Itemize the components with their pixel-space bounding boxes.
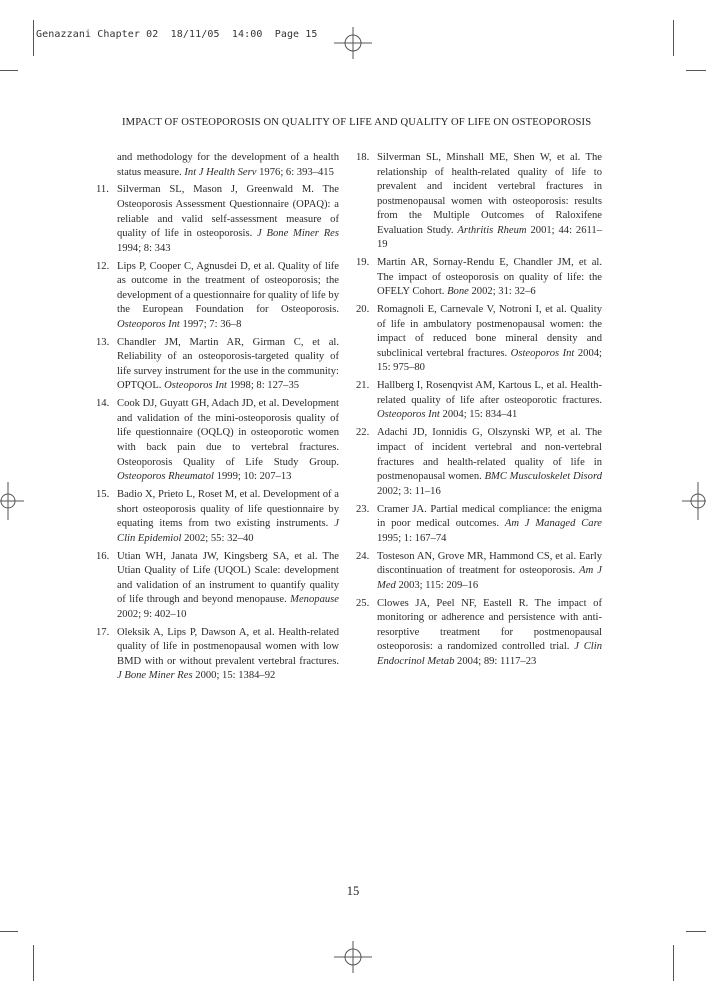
reference-item xyxy=(356,597,602,670)
reference-citation: 2002; 3: 11–16 xyxy=(377,485,441,497)
registration-mark-right xyxy=(682,482,706,520)
reference-number: 23. xyxy=(356,503,370,515)
reference-item xyxy=(356,256,602,300)
reference-number: 20. xyxy=(356,304,370,316)
reference-citation: 1999; 10: 207–13 xyxy=(216,471,292,483)
reference-text: Cramer JA. Partial medical compliance: the enigma in poor medical outcomes. xyxy=(377,503,602,530)
reference-number: 22. xyxy=(356,427,370,439)
reference-item xyxy=(96,336,339,394)
reference-item xyxy=(356,151,602,253)
reference-item xyxy=(356,503,602,547)
reference-journal: BMC Musculoskelet Disord xyxy=(484,471,603,483)
reference-item xyxy=(96,550,339,623)
reference-citation: 1997; 7: 36–8 xyxy=(182,318,242,330)
reference-text: Utian WH, Janata JW, Kingsberg SA, et al. The Utian Quality of Life (UQOL) Scale: development and validation of an instrument to quantify quality of life through and beyond menopause. xyxy=(117,550,339,606)
reference-text: and methodology for the development of a health status measure. xyxy=(117,152,339,178)
registration-mark-top xyxy=(334,27,372,59)
reference-citation: 2004; 15: 834–41 xyxy=(442,409,518,421)
reference-journal: Am J Managed Care xyxy=(504,518,603,530)
reference-number: 14. xyxy=(96,398,110,410)
reference-citation: 2002; 31: 32–6 xyxy=(471,286,536,298)
reference-item xyxy=(356,379,602,423)
reference-column-right xyxy=(356,151,602,673)
reference-item xyxy=(356,550,602,594)
reference-text: Clowes JA, Peel NF, Eastell R. The impact of monitoring or adherence and persistence with anti-resorptive treatment for postmenopausal osteoporosis: a randomized controlled trial. xyxy=(377,597,602,653)
registration-mark-bottom xyxy=(334,941,372,973)
reference-item xyxy=(96,183,339,256)
reference-text: Tosteson AN, Grove MR, Hammond CS, et al. Early discontinuation of treatment for osteoporosis. xyxy=(377,550,602,577)
reference-citation: 2001; 44: 2611–19 xyxy=(377,224,602,251)
reference-journal: Bone xyxy=(447,286,469,298)
reference-text: Martin AR, Sornay-Rendu E, Chandler JM, et al. The impact of osteoporosis on quality of life: the OFELY Cohort. xyxy=(377,257,602,298)
reference-journal: Osteoporos Int xyxy=(117,318,180,330)
reference-text: Adachi JD, Ionnidis G, Olszynski WP, et al. The impact of incident vertebral and non-vertebral fractures and health-related quality of life in postmenopausal women. xyxy=(377,427,602,483)
reference-citation: 1994; 8: 343 xyxy=(117,242,171,254)
reference-journal: Osteoporos Int xyxy=(164,380,227,392)
reference-journal: Menopause xyxy=(290,594,339,606)
reference-text: Romagnoli E, Carnevale V, Notroni I, et al. Quality of life in ambulatory postmenopausal women: the impact of reduced bone mineral density and subclinical vertebral fractures. xyxy=(377,304,602,359)
reference-item xyxy=(96,397,339,484)
reference-citation: 1995; 1: 167–74 xyxy=(377,532,447,544)
reference-journal: Arthritis Rheum xyxy=(457,224,527,236)
reference-citation: 2004; 15: 975–80 xyxy=(377,347,602,374)
reference-item xyxy=(356,303,602,376)
reference-journal: J Bone Miner Res xyxy=(257,228,339,240)
reference-number: 21. xyxy=(356,380,370,392)
reference-text: Cook DJ, Guyatt GH, Adach JD, et al. Development and validation of the mini-osteoporosis quality of life questionnaire (OQLQ) in osteoporotic women with back pain due to vertebral fractures. Osteoporosis Quality of Life Study Group. xyxy=(117,398,339,468)
reference-item xyxy=(356,426,602,499)
reference-text: Lips P, Cooper C, Agnusdei D, et al. Quality of life as outcome in the treatment of osteoporosis; the development of a questionnaire for quality of life by the European Foundation for Osteoporosis. xyxy=(117,260,339,316)
running-head: IMPACT OF OSTEOPOROSIS ON QUALITY OF LIFE AND QUALITY OF LIFE ON OSTEOPOROSIS xyxy=(122,117,592,128)
reference-column-left xyxy=(96,151,339,687)
reference-citation: 1976; 6: 393–415 xyxy=(259,166,334,178)
reference-number: 13. xyxy=(96,336,110,348)
registration-mark-left xyxy=(0,482,24,520)
reference-item xyxy=(96,260,339,333)
reference-citation: 2002; 55: 32–40 xyxy=(184,532,254,544)
reference-item xyxy=(96,151,339,180)
reference-journal: Int J Health Serv xyxy=(184,166,257,178)
reference-text: Badio X, Prieto L, Roset M, et al. Development of a short osteoporosis quality of life questionnaire by equating items from two existing instruments. xyxy=(117,488,339,530)
reference-citation: 2003; 115: 209–16 xyxy=(398,579,479,591)
reference-journal: J Clin Epidemiol xyxy=(117,518,339,544)
reference-item xyxy=(96,488,339,546)
reference-journal: J Bone Miner Res xyxy=(117,670,193,682)
reference-journal: Osteoporos Int xyxy=(510,347,575,359)
reference-journal: J Clin Endocrinol Metab xyxy=(377,641,602,667)
reference-text: Hallberg I, Rosenqvist AM, Kartous L, et al. Health-related quality of life after osteoporotic fractures. xyxy=(377,380,602,406)
reference-number: 18. xyxy=(356,152,370,163)
reference-journal: Am J Med xyxy=(377,565,602,591)
reference-text: Chandler JM, Martin AR, Girman C, et al. Reliability of an osteoporosis-targeted quality of life survey instrument for the use in the community: OPTQOL. xyxy=(117,336,339,392)
reference-number: 25. xyxy=(356,597,370,609)
reference-text: Silverman SL, Mason J, Greenwald M. The Osteoporosis Assessment Questionnaire (OPAQ): a reliable and valid self-assessment measure of quality of life in osteoporosis. xyxy=(117,184,339,240)
printer-slug: Genazzani Chapter 02 18/11/05 14:00 Page 15 xyxy=(36,29,318,40)
reference-text: Silverman SL, Minshall ME, Shen W, et al. The relationship of health-related quality of life to prevalent and incident vertebral fractures in postmenopausal women with osteoporosis: results from the Multiple Outcomes of Raloxifene Evaluation Study. xyxy=(377,152,602,236)
reference-number: 24. xyxy=(356,550,370,562)
reference-citation: 2002; 9: 402–10 xyxy=(117,608,187,620)
reference-journal: Osteoporos Int xyxy=(377,409,440,421)
reference-number: 11. xyxy=(96,184,109,196)
reference-number: 17. xyxy=(96,626,110,638)
reference-citation: 1998; 8: 127–35 xyxy=(229,380,300,392)
page-number: 15 xyxy=(346,884,360,898)
reference-citation: 2000; 15: 1384–92 xyxy=(195,670,276,682)
reference-number: 15. xyxy=(96,488,110,500)
reference-number: 19. xyxy=(356,257,370,269)
reference-journal: Osteoporos Rheumatol xyxy=(117,471,215,483)
reference-text: Oleksik A, Lips P, Dawson A, et al. Health-related quality of life in postmenopausal women with low BMD with or without prevalent vertebral fractures. xyxy=(117,626,339,667)
reference-number: 16. xyxy=(96,550,110,562)
reference-item xyxy=(96,626,339,684)
reference-citation: 2004; 89: 1117–23 xyxy=(457,655,537,667)
reference-number: 12. xyxy=(96,260,110,272)
